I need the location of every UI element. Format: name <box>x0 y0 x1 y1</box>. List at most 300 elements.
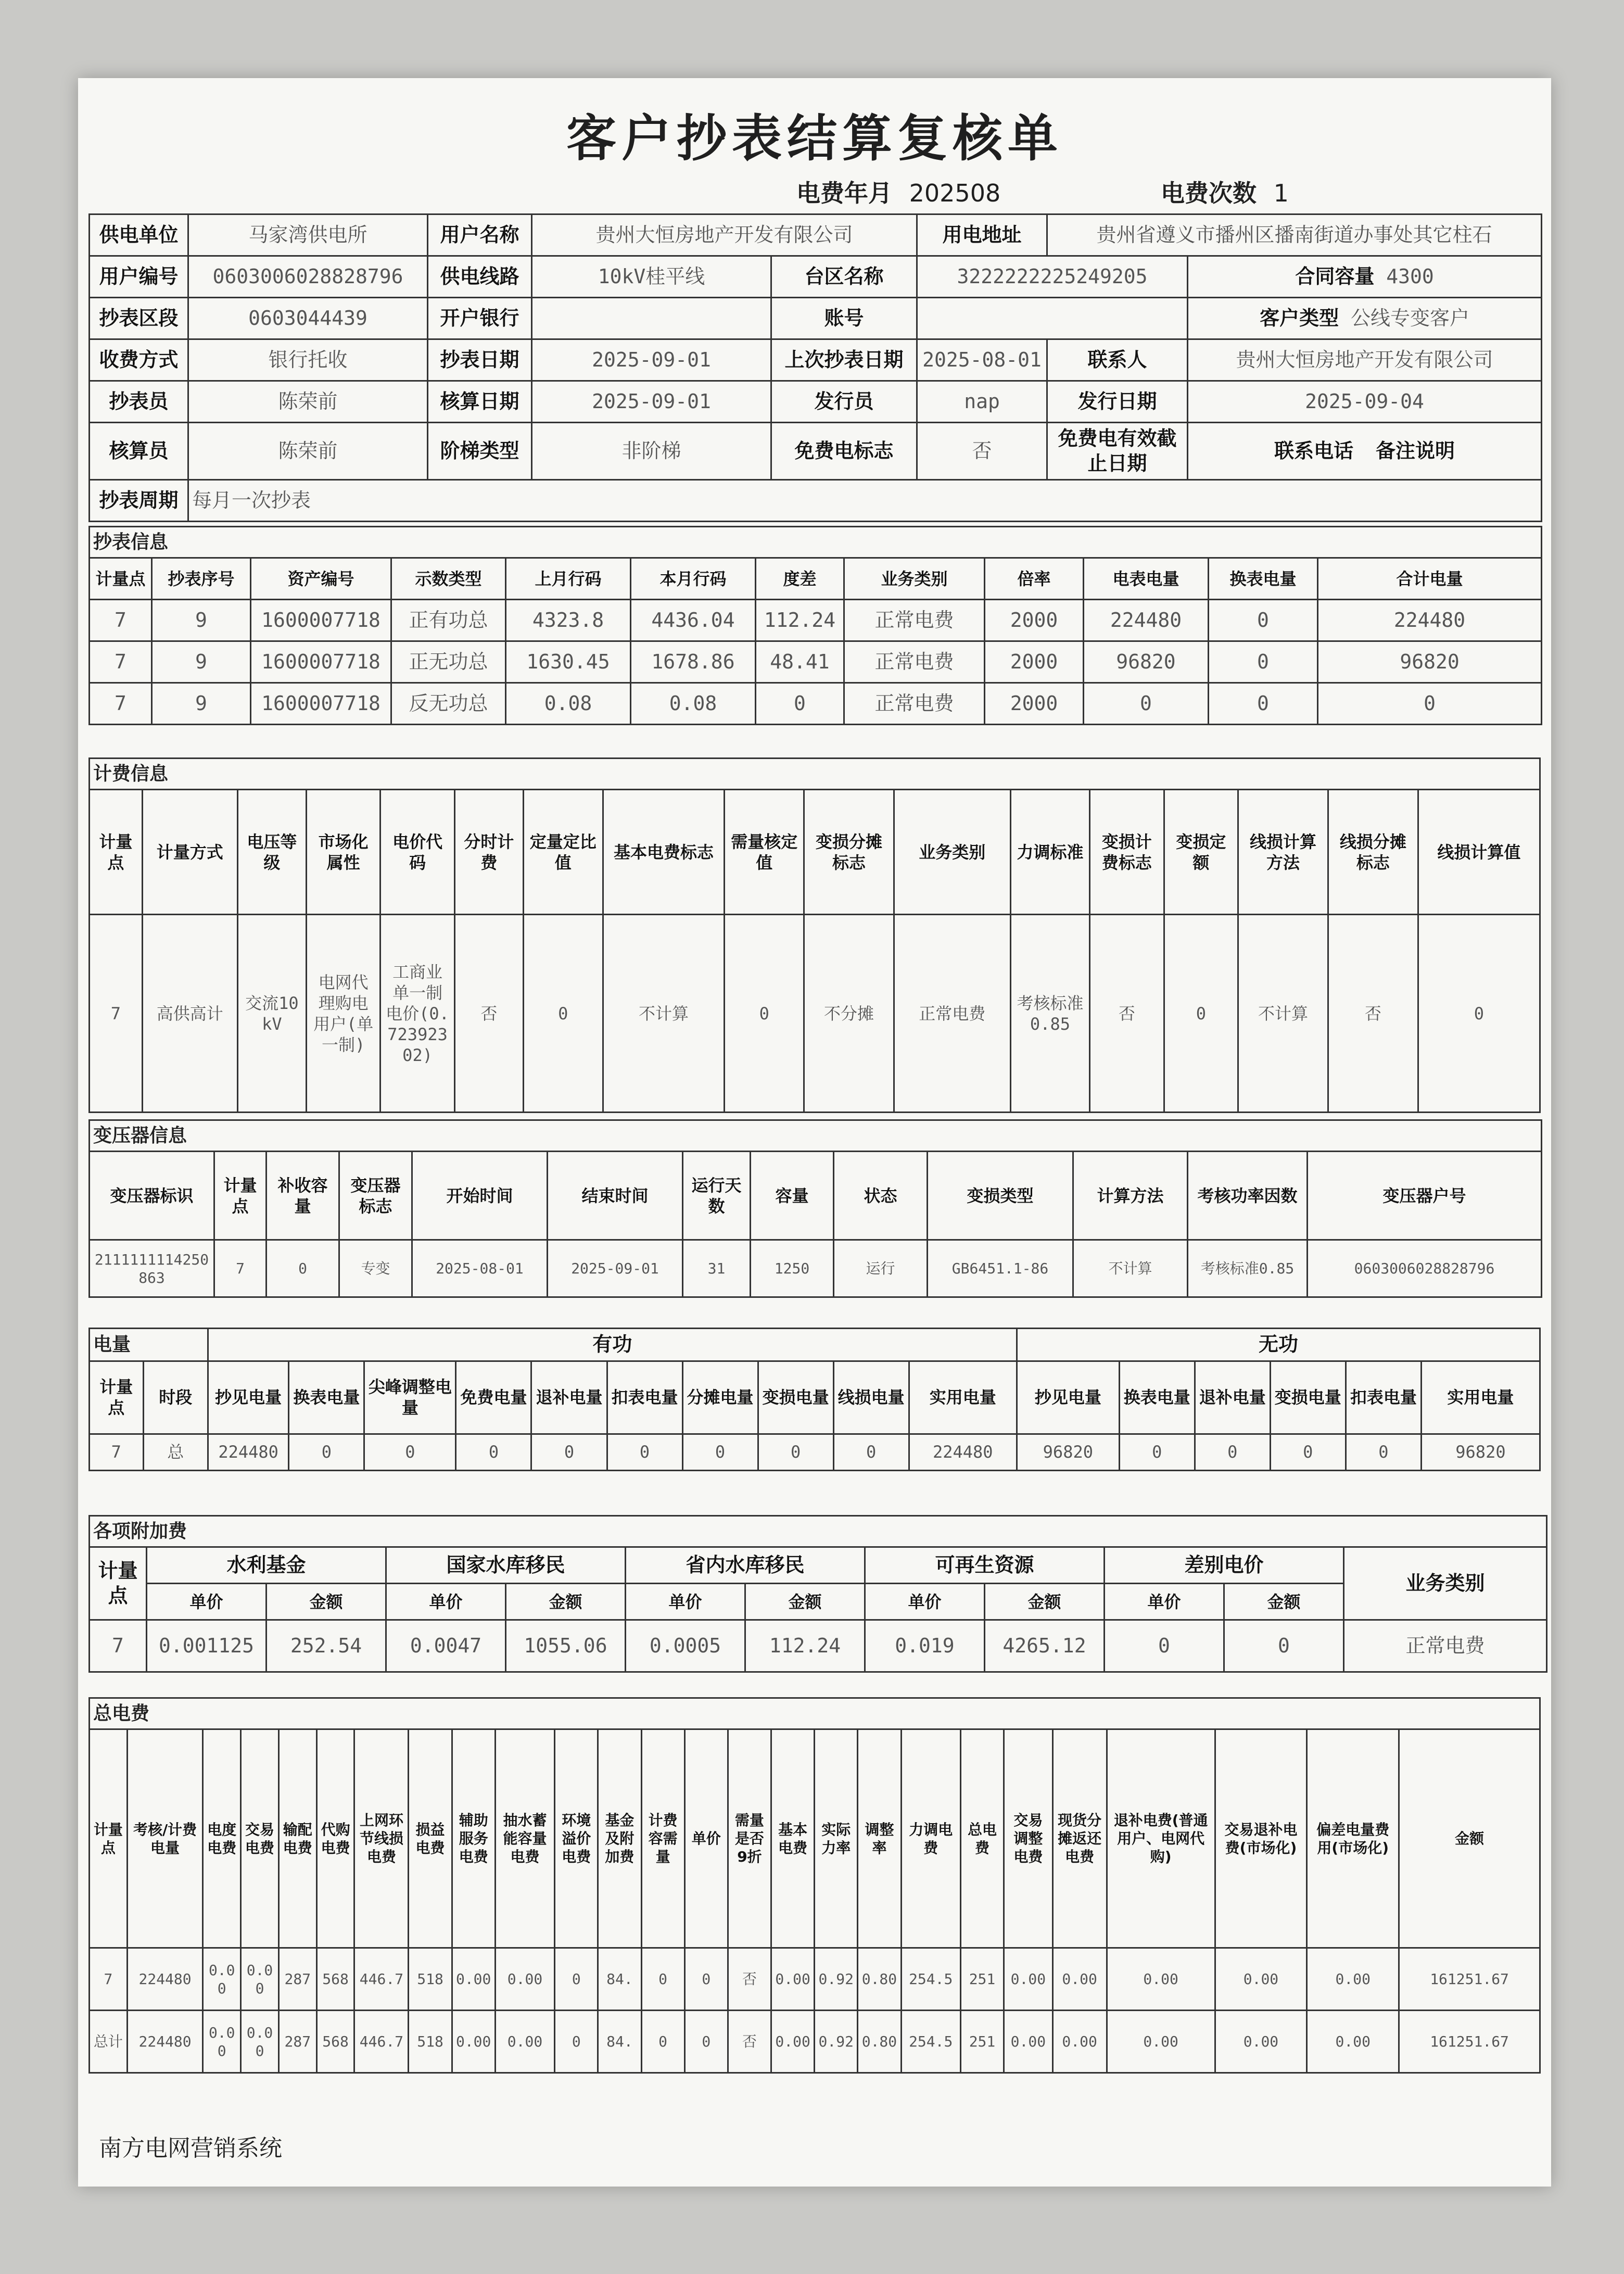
pricing-header-2: 电压等级 <box>237 790 306 915</box>
energy-cell-8: 0 <box>682 1434 758 1470</box>
meter-header-10: 换表电量 <box>1209 558 1318 600</box>
meter-table <box>88 526 1542 725</box>
total-cell-11: 84. <box>598 2011 641 2073</box>
free-flag-label: 免费电标志 <box>771 423 917 480</box>
surcharge-group-provincial: 省内水库移民 <box>626 1547 865 1584</box>
total-cell-14: 否 <box>728 2011 771 2073</box>
total-cell-2: 0.00 <box>203 1948 241 2011</box>
transformer-section-title: 变压器信息 <box>90 1120 1542 1152</box>
transformer-cell-0: 2111111114250863 <box>90 1240 214 1297</box>
tier-value: 非阶梯 <box>532 423 771 480</box>
total-row <box>90 2011 1540 2073</box>
total-cell-18: 254.5 <box>901 2011 960 2073</box>
meter-header-4: 上月行码 <box>506 558 631 600</box>
customer-type-label: 客户类型 <box>1260 306 1339 330</box>
cycle-label: 抄表周期 <box>90 480 188 522</box>
total-cell-12: 0 <box>641 2011 684 2073</box>
energy-header-row <box>90 1361 1540 1434</box>
meter-header-8: 倍率 <box>985 558 1084 600</box>
meter-section-title: 抄表信息 <box>90 527 1542 558</box>
transformer-header-3: 变压器标志 <box>339 1152 412 1240</box>
pricing-section <box>88 757 1541 1113</box>
transformer-cell-5: 2025-09-01 <box>548 1240 683 1297</box>
customer-type-cell <box>1188 298 1542 339</box>
pricing-cell-13: 0 <box>1164 915 1238 1113</box>
issue-date-value: 2025-09-04 <box>1188 381 1542 423</box>
meter-cell-10: 0 <box>1209 641 1318 683</box>
energy-cell-2: 224480 <box>208 1434 288 1470</box>
total-cell-4: 287 <box>278 2011 316 2073</box>
total-table <box>88 1697 1541 2074</box>
pricing-cell-16: 0 <box>1418 915 1540 1113</box>
energy-header-15: 变损电量 <box>1270 1361 1346 1434</box>
last-read-value: 2025-08-01 <box>917 339 1047 381</box>
meter-cell-11: 96820 <box>1318 641 1542 683</box>
pricing-cell-10: 正常电费 <box>894 915 1010 1113</box>
total-cell-18: 254.5 <box>901 1948 960 2011</box>
total-cell-25: 161251.67 <box>1399 2011 1540 2073</box>
transformer-cell-11: 考核标准0.85 <box>1188 1240 1308 1297</box>
transformer-header-10: 计算方法 <box>1073 1152 1188 1240</box>
checker-label: 核算员 <box>90 423 188 480</box>
segment-label: 抄表区段 <box>90 298 188 339</box>
total-header-5: 代购电费 <box>316 1729 354 1948</box>
total-cell-20: 0.00 <box>1004 1948 1053 2011</box>
energy-header-5: 免费电量 <box>456 1361 531 1434</box>
pricing-cell-12: 否 <box>1090 915 1164 1113</box>
customer-type-value: 公线专变客户 <box>1350 306 1469 330</box>
total-cell-9: 0.00 <box>495 2011 554 2073</box>
pricing-cell-1: 高供高计 <box>142 915 237 1113</box>
total-cell-11: 84. <box>598 1948 641 2011</box>
billing-month-value: 202508 <box>909 179 1001 207</box>
pricing-cell-9: 不分摊 <box>804 915 894 1113</box>
checker-value: 陈荣前 <box>188 423 428 480</box>
billing-count-label: 电费次数 <box>1161 179 1257 207</box>
energy-cell-5: 0 <box>456 1434 531 1470</box>
meter-cell-0: 7 <box>90 683 152 725</box>
meter-cell-7: 正常电费 <box>844 641 985 683</box>
total-section <box>88 1697 1541 2074</box>
pricing-cell-5: 否 <box>454 915 523 1113</box>
meter-header-7: 业务类别 <box>844 558 985 600</box>
reader-value: 陈荣前 <box>188 381 428 423</box>
surcharge-table <box>88 1515 1547 1673</box>
station-value: 3222222225249205 <box>917 256 1188 298</box>
pricing-table <box>88 757 1541 1113</box>
account-label: 账号 <box>771 298 917 339</box>
meter-cell-8: 2000 <box>985 600 1084 641</box>
transformer-header-0: 变压器标识 <box>90 1152 214 1240</box>
total-header-25: 金额 <box>1399 1729 1540 1948</box>
energy-header-1: 时段 <box>143 1361 208 1434</box>
surcharge-unit-price-label: 单价 <box>1105 1584 1224 1620</box>
energy-header-13: 换表电量 <box>1119 1361 1195 1434</box>
station-label: 台区名称 <box>771 256 917 298</box>
total-header-2: 电度电费 <box>203 1729 241 1948</box>
energy-header-6: 退补电量 <box>531 1361 607 1434</box>
capacity-label: 合同容量 <box>1295 264 1375 288</box>
supply-unit-value: 马家湾供电所 <box>188 214 428 256</box>
total-cell-2: 0.00 <box>203 2011 241 2073</box>
energy-cell-17: 96820 <box>1421 1434 1540 1470</box>
total-header-1: 考核/计费电量 <box>127 1729 203 1948</box>
surcharge-cell-5: 0.0005 <box>626 1620 745 1672</box>
total-cell-25: 161251.67 <box>1399 1948 1540 2011</box>
total-header-15: 基本电费 <box>771 1729 815 1948</box>
total-header-3: 交易电费 <box>241 1729 279 1948</box>
surcharge-cell-0: 7 <box>90 1620 147 1672</box>
surcharge-unit-price-label: 单价 <box>147 1584 267 1620</box>
total-header-12: 计费容需量 <box>641 1729 684 1948</box>
energy-header-8: 分摊电量 <box>682 1361 758 1434</box>
total-header-4: 输配电费 <box>278 1729 316 1948</box>
transformer-header-8: 状态 <box>834 1152 928 1240</box>
total-cell-14: 否 <box>728 1948 771 2011</box>
energy-cell-10: 0 <box>833 1434 909 1470</box>
total-header-6: 上网环节线损电费 <box>354 1729 409 1948</box>
total-section-title: 总电费 <box>90 1698 1540 1729</box>
total-header-14: 需量是否9折 <box>728 1729 771 1948</box>
pricing-cell-14: 不计算 <box>1238 915 1328 1113</box>
pricing-header-5: 分时计费 <box>454 790 523 915</box>
pricing-header-6: 定量定比值 <box>523 790 603 915</box>
last-read-label: 上次抄表日期 <box>771 339 917 381</box>
meter-row <box>90 683 1542 725</box>
pricing-header-1: 计量方式 <box>142 790 237 915</box>
pricing-cell-0: 7 <box>90 915 143 1113</box>
meter-cell-1: 9 <box>152 683 251 725</box>
settle-date-value: 2025-09-01 <box>532 381 771 423</box>
pricing-header-15: 线损分摊标志 <box>1328 790 1418 915</box>
transformer-header-9: 变损类型 <box>928 1152 1073 1240</box>
total-cell-22: 0.00 <box>1107 2011 1215 2073</box>
total-cell-13: 0 <box>684 1948 728 2011</box>
pricing-header-13: 变损定额 <box>1164 790 1238 915</box>
total-cell-7: 518 <box>409 2011 452 2073</box>
surcharge-group-renewable: 可再生资源 <box>865 1547 1105 1584</box>
meter-body <box>90 600 1542 725</box>
meter-header-2: 资产编号 <box>251 558 391 600</box>
total-cell-9: 0.00 <box>495 1948 554 2011</box>
user-no-label: 用户编号 <box>90 256 188 298</box>
total-cell-21: 0.00 <box>1052 2011 1107 2073</box>
capacity-cell <box>1188 256 1542 298</box>
energy-cell-11: 224480 <box>909 1434 1017 1470</box>
surcharge-cell-10: 0 <box>1224 1620 1344 1672</box>
meter-cell-5: 0.08 <box>631 683 756 725</box>
meter-header-5: 本月行码 <box>631 558 756 600</box>
bank-value <box>532 298 771 339</box>
energy-header-0: 计量点 <box>90 1361 144 1434</box>
supply-unit-label: 供电单位 <box>90 214 188 256</box>
phone-remark-cell <box>1188 423 1542 480</box>
surcharge-cell-6: 112.24 <box>745 1620 865 1672</box>
meter-cell-5: 4436.04 <box>631 600 756 641</box>
energy-header-4: 尖峰调整电量 <box>364 1361 456 1434</box>
total-cell-16: 0.92 <box>815 2011 858 2073</box>
energy-header-2: 抄见电量 <box>208 1361 288 1434</box>
total-cell-3: 0.00 <box>241 2011 279 2073</box>
meter-cell-9: 0 <box>1084 683 1209 725</box>
billing-count <box>1161 174 1289 209</box>
total-body <box>90 1948 1540 2073</box>
energy-header-3: 换表电量 <box>289 1361 364 1434</box>
total-cell-15: 0.00 <box>771 1948 815 2011</box>
energy-header-16: 扣表电量 <box>1346 1361 1421 1434</box>
meter-row <box>90 641 1542 683</box>
meter-cell-1: 9 <box>152 641 251 683</box>
pricing-value-row <box>90 915 1540 1113</box>
issuer-label: 发行员 <box>771 381 917 423</box>
user-no-value: 0603006028828796 <box>188 256 428 298</box>
surcharge-section <box>88 1515 1541 1673</box>
total-cell-20: 0.00 <box>1004 2011 1053 2073</box>
capacity-value: 4300 <box>1386 264 1434 288</box>
document-title: 客户抄表结算复核单 <box>566 109 1063 168</box>
billing-month-label: 电费年月 <box>796 179 892 207</box>
total-cell-8: 0.00 <box>452 1948 495 2011</box>
total-header-20: 交易调整电费 <box>1004 1729 1053 1948</box>
transformer-header-1: 计量点 <box>214 1152 267 1240</box>
transformer-cell-9: GB6451.1-86 <box>928 1240 1073 1297</box>
surcharge-business-label: 业务类别 <box>1344 1547 1547 1620</box>
energy-cell-13: 0 <box>1119 1434 1195 1470</box>
energy-cell-9: 0 <box>758 1434 833 1470</box>
pricing-section-title: 计费信息 <box>90 759 1540 790</box>
transformer-header-4: 开始时间 <box>412 1152 548 1240</box>
meter-cell-11: 224480 <box>1318 600 1542 641</box>
bank-label: 开户银行 <box>428 298 532 339</box>
surcharge-amount-label: 金额 <box>985 1584 1105 1620</box>
pricing-cell-11: 考核标准0.85 <box>1010 915 1090 1113</box>
meter-cell-9: 224480 <box>1084 600 1209 641</box>
transformer-cell-8: 运行 <box>834 1240 928 1297</box>
total-header-10: 环境溢价电费 <box>555 1729 598 1948</box>
transformer-cell-2: 0 <box>267 1240 339 1297</box>
energy-header-17: 实用电量 <box>1421 1361 1540 1434</box>
total-cell-10: 0 <box>555 2011 598 2073</box>
surcharge-cell-1: 0.001125 <box>147 1620 267 1672</box>
transformer-cell-3: 专变 <box>339 1240 412 1297</box>
surcharge-amount-label: 金额 <box>1224 1584 1344 1620</box>
transformer-table <box>88 1119 1542 1298</box>
total-header-21: 现货分摊返还电费 <box>1052 1729 1107 1948</box>
meter-cell-6: 48.41 <box>756 641 844 683</box>
surcharge-cell-3: 0.0047 <box>386 1620 506 1672</box>
meter-row <box>90 600 1542 641</box>
meter-cell-11: 0 <box>1318 683 1542 725</box>
surcharge-cell-4: 1055.06 <box>506 1620 626 1672</box>
energy-section-title: 电量 <box>90 1329 208 1361</box>
total-cell-21: 0.00 <box>1052 1948 1107 2011</box>
surcharge-cell-7: 0.019 <box>865 1620 985 1672</box>
pricing-cell-2: 交流10kV <box>237 915 306 1113</box>
meter-cell-4: 4323.8 <box>506 600 631 641</box>
pricing-header-8: 需量核定值 <box>725 790 804 915</box>
transformer-section <box>88 1119 1541 1298</box>
phone-label: 联系电话 <box>1274 439 1354 462</box>
surcharge-group-national: 国家水库移民 <box>386 1547 626 1584</box>
total-cell-24: 0.00 <box>1307 2011 1399 2073</box>
energy-cell-3: 0 <box>289 1434 364 1470</box>
pricing-header-9: 变损分摊标志 <box>804 790 894 915</box>
total-header-22: 退补电费(普通用户、电网代购) <box>1107 1729 1215 1948</box>
pricing-header-12: 变损计费标志 <box>1090 790 1164 915</box>
energy-cell-7: 0 <box>607 1434 682 1470</box>
energy-cell-15: 0 <box>1270 1434 1346 1470</box>
transformer-header-11: 考核功率因数 <box>1188 1152 1308 1240</box>
read-date-label: 抄表日期 <box>428 339 532 381</box>
meter-cell-2: 1600007718 <box>251 683 391 725</box>
surcharge-cell-11: 正常电费 <box>1344 1620 1547 1672</box>
total-header-9: 抽水蓄能容量电费 <box>495 1729 554 1948</box>
energy-header-12: 抄见电量 <box>1017 1361 1119 1434</box>
meter-cell-3: 正无功总 <box>391 641 506 683</box>
total-cell-17: 0.80 <box>858 2011 901 2073</box>
total-row <box>90 1948 1540 2011</box>
transformer-cell-1: 7 <box>214 1240 267 1297</box>
transformer-cell-7: 1250 <box>751 1240 834 1297</box>
surcharge-group-water: 水利基金 <box>147 1547 386 1584</box>
settle-date-label: 核算日期 <box>428 381 532 423</box>
tier-label: 阶梯类型 <box>428 423 532 480</box>
energy-active-label: 有功 <box>208 1329 1017 1361</box>
pricing-cell-6: 0 <box>523 915 603 1113</box>
meter-cell-1: 9 <box>152 600 251 641</box>
address-value: 贵州省遵义市播州区播南街道办事处其它柱石 <box>1047 214 1542 256</box>
energy-cell-0: 7 <box>90 1434 144 1470</box>
total-cell-15: 0.00 <box>771 2011 815 2073</box>
transformer-header-5: 结束时间 <box>548 1152 683 1240</box>
meter-header-1: 抄表序号 <box>152 558 251 600</box>
cycle-value: 每月一次抄表 <box>188 480 1542 522</box>
pricing-header-4: 电价代码 <box>380 790 454 915</box>
energy-header-10: 线损电量 <box>833 1361 909 1434</box>
energy-cell-16: 0 <box>1346 1434 1421 1470</box>
meter-header-row <box>90 558 1542 600</box>
energy-header-7: 扣表电量 <box>607 1361 682 1434</box>
energy-cell-12: 96820 <box>1017 1434 1119 1470</box>
total-cell-1: 224480 <box>127 1948 203 2011</box>
total-header-8: 辅助服务电费 <box>452 1729 495 1948</box>
total-header-13: 单价 <box>684 1729 728 1948</box>
meter-cell-7: 正常电费 <box>844 600 985 641</box>
total-cell-3: 0.00 <box>241 1948 279 2011</box>
pricing-header-10: 业务类别 <box>894 790 1010 915</box>
surcharge-unit-price-label: 单价 <box>386 1584 506 1620</box>
total-header-24: 偏差电量费用(市场化) <box>1307 1729 1399 1948</box>
pricing-header-0: 计量点 <box>90 790 143 915</box>
transformer-cell-6: 31 <box>683 1240 751 1297</box>
total-cell-10: 0 <box>555 1948 598 2011</box>
total-cell-7: 518 <box>409 1948 452 2011</box>
energy-header-11: 实用电量 <box>909 1361 1017 1434</box>
read-date-value: 2025-09-01 <box>532 339 771 381</box>
meter-header-0: 计量点 <box>90 558 152 600</box>
meter-cell-2: 1600007718 <box>251 641 391 683</box>
energy-cell-14: 0 <box>1195 1434 1270 1470</box>
surcharge-unit-price-label: 单价 <box>626 1584 745 1620</box>
issue-date-label: 发行日期 <box>1047 381 1188 423</box>
total-cell-8: 0.00 <box>452 2011 495 2073</box>
total-header-16: 实际力率 <box>815 1729 858 1948</box>
meter-cell-9: 96820 <box>1084 641 1209 683</box>
surcharge-unit-price-label: 单价 <box>865 1584 985 1620</box>
transformer-header-row <box>90 1152 1542 1240</box>
meter-cell-10: 0 <box>1209 600 1318 641</box>
pricing-header-3: 市场化属性 <box>306 790 380 915</box>
meter-cell-8: 2000 <box>985 641 1084 683</box>
contact-label: 联系人 <box>1047 339 1188 381</box>
transformer-header-2: 补收容量 <box>267 1152 339 1240</box>
meter-cell-6: 112.24 <box>756 600 844 641</box>
energy-cell-4: 0 <box>364 1434 456 1470</box>
pricing-cell-7: 不计算 <box>603 915 725 1113</box>
total-header-row <box>90 1729 1540 1948</box>
total-cell-0: 7 <box>90 1948 128 2011</box>
user-name-value: 贵州大恒房地产开发有限公司 <box>532 214 917 256</box>
meter-cell-3: 正有功总 <box>391 600 506 641</box>
remark-label: 备注说明 <box>1375 439 1455 462</box>
pay-label: 收费方式 <box>90 339 188 381</box>
total-header-19: 总电费 <box>960 1729 1004 1948</box>
energy-table <box>88 1328 1541 1471</box>
transformer-cell-4: 2025-08-01 <box>412 1240 548 1297</box>
total-cell-19: 251 <box>960 1948 1004 2011</box>
user-name-label: 用户名称 <box>428 214 532 256</box>
surcharge-amount-label: 金额 <box>745 1584 865 1620</box>
pricing-cell-3: 电网代理购电用户(单一制) <box>306 915 380 1113</box>
segment-value: 0603044439 <box>188 298 428 339</box>
meter-cell-4: 0.08 <box>506 683 631 725</box>
footer-system-name: 南方电网营销系统 <box>99 2135 282 2162</box>
free-flag-value: 否 <box>917 423 1047 480</box>
total-cell-23: 0.00 <box>1215 2011 1307 2073</box>
total-header-7: 损益电费 <box>409 1729 452 1948</box>
total-cell-24: 0.00 <box>1307 1948 1399 2011</box>
meter-cell-10: 0 <box>1209 683 1318 725</box>
total-cell-0: 总计 <box>90 2011 128 2073</box>
total-cell-19: 251 <box>960 2011 1004 2073</box>
meter-cell-7: 正常电费 <box>844 683 985 725</box>
pricing-cell-15: 否 <box>1328 915 1418 1113</box>
energy-header-9: 变损电量 <box>758 1361 833 1434</box>
energy-cell-6: 0 <box>531 1434 607 1470</box>
surcharge-group-differential: 差别电价 <box>1105 1547 1344 1584</box>
total-cell-6: 446.7 <box>354 2011 409 2073</box>
address-label: 用电地址 <box>917 214 1047 256</box>
total-cell-6: 446.7 <box>354 1948 409 2011</box>
line-label: 供电线路 <box>428 256 532 298</box>
total-cell-23: 0.00 <box>1215 1948 1307 2011</box>
total-cell-1: 224480 <box>127 2011 203 2073</box>
meter-header-11: 合计电量 <box>1318 558 1542 600</box>
pricing-header-16: 线损计算值 <box>1418 790 1540 915</box>
pricing-header-row <box>90 790 1540 915</box>
settlement-sheet <box>78 78 1551 2187</box>
account-value <box>917 298 1188 339</box>
pricing-header-7: 基本电费标志 <box>603 790 725 915</box>
pricing-header-14: 线损计算方法 <box>1238 790 1328 915</box>
total-cell-16: 0.92 <box>815 1948 858 2011</box>
total-cell-12: 0 <box>641 1948 684 2011</box>
transformer-value-row <box>90 1240 1542 1297</box>
line-value: 10kV桂平线 <box>532 256 771 298</box>
energy-header-14: 退补电量 <box>1195 1361 1270 1434</box>
surcharge-cell-2: 252.54 <box>267 1620 386 1672</box>
meter-cell-8: 2000 <box>985 683 1084 725</box>
